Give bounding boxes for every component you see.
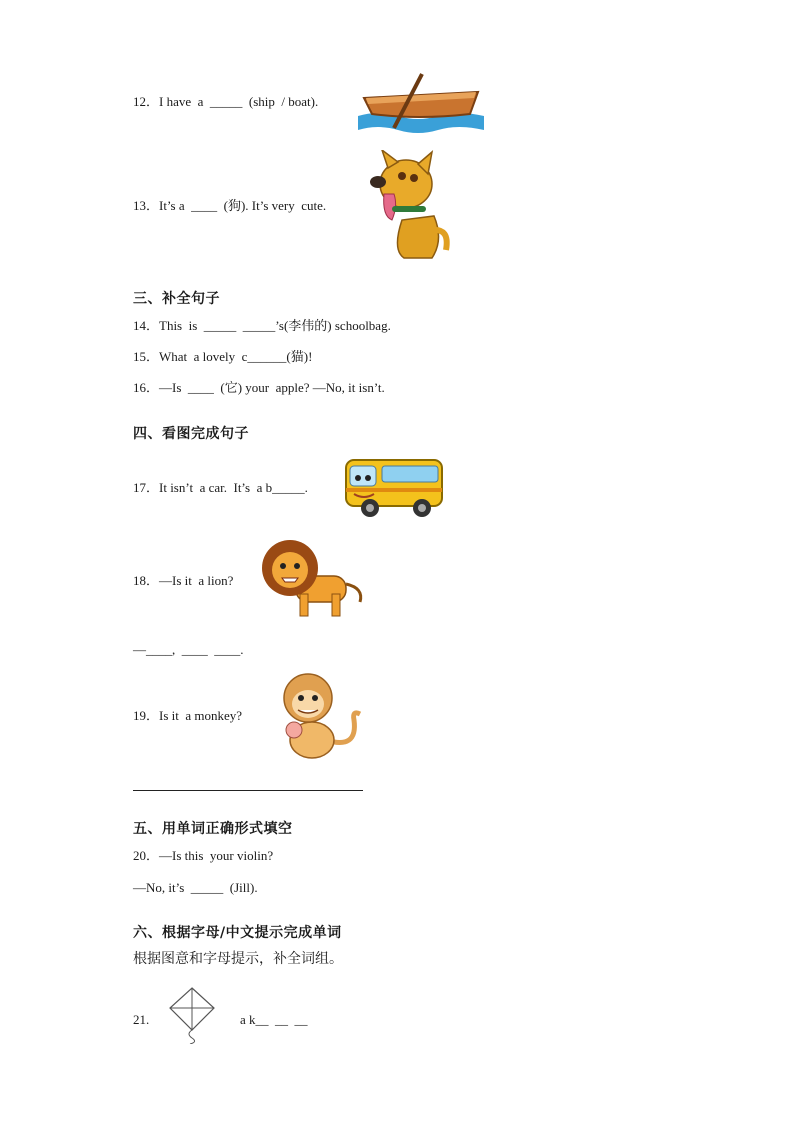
question-15: 15．What a lovely c______(猫)! xyxy=(133,349,313,364)
dog-image xyxy=(362,150,452,262)
lion-image xyxy=(260,536,370,620)
question-21-hint: a k__ __ __ xyxy=(240,1012,308,1027)
section-3-heading: 三、补全句子 xyxy=(133,291,220,307)
monkey-image xyxy=(268,670,366,764)
section-5-heading: 五、用单词正确形式填空 xyxy=(133,821,293,837)
question-12: 12．I have a _____ (ship / boat). xyxy=(133,94,319,109)
question-20-answer: —No, it’s _____ (Jill). xyxy=(133,880,258,895)
question-19: 19．Is it a monkey? xyxy=(133,708,243,723)
question-17: 17．It isn’t a car. It’s a b_____. xyxy=(133,480,308,495)
bus-image xyxy=(342,454,446,520)
section-6-instruction: 根据图意和字母提示，补全词组。 xyxy=(133,951,343,967)
kite-image xyxy=(166,986,218,1044)
question-18-answer: —____, ____ ____. xyxy=(133,642,244,657)
question-14: 14．This is _____ _____’s(李伟的) schoolbag. xyxy=(133,318,391,333)
section-6-heading: 六、根据字母/中文提示完成单词 xyxy=(133,925,342,941)
question-20-prompt: 20．—Is this your violin? xyxy=(133,848,274,863)
question-13: 13．It’s a ____ (狗). It’s very cute. xyxy=(133,198,327,213)
boat-image xyxy=(358,70,484,136)
section-4-heading: 四、看图完成句子 xyxy=(133,426,249,442)
question-21-number: 21. xyxy=(133,1012,150,1027)
question-16: 16．—Is ____ (它) your apple? —No, it isn’t. xyxy=(133,380,385,395)
answer-line-19 xyxy=(133,790,363,791)
question-18: 18．—Is it a lion? xyxy=(133,573,234,588)
